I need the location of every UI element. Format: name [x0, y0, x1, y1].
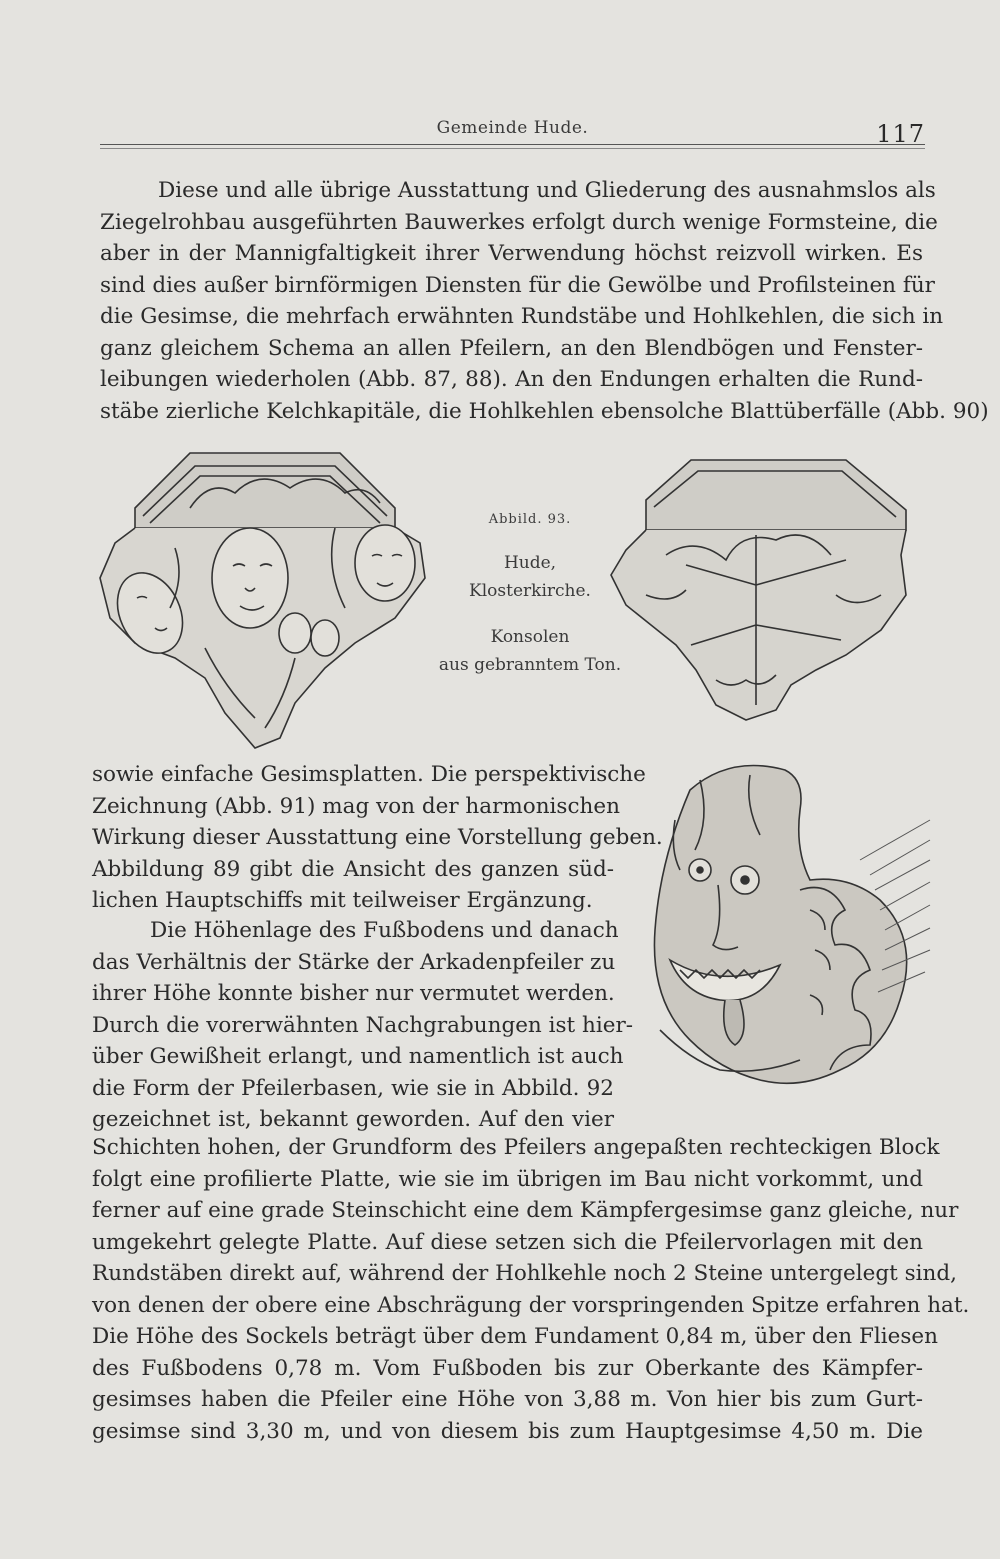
running-title: Gemeinde Hude. [436, 118, 589, 138]
paragraph-1 [100, 175, 989, 427]
text-line: Wirkung dieser Ausstattung eine Vorstellung geben. [92, 825, 663, 850]
console-leaf-illustration [606, 455, 916, 725]
text-line: gesimses haben die Pfeiler eine Höhe von 3,88 m. Von hier bis zum Gurt- [92, 1387, 923, 1412]
console-face-illustration [630, 760, 935, 1105]
header-rule-lower [100, 148, 925, 149]
text-line: ferner auf eine grade Steinschicht eine dem Kämpfergesimse ganz gleiche, nur [92, 1198, 959, 1223]
paragraph-2 [92, 759, 663, 917]
text-line: des Fußbodens 0,78 m. Vom Fußboden bis zur Oberkante des Kämpfer- [92, 1355, 923, 1381]
paragraph-3 [92, 915, 633, 1136]
header-rule [100, 144, 925, 145]
text-line: sind dies außer birnförmigen Diensten für die Gewölbe und Profilsteinen für [100, 272, 935, 298]
page-number: 117 [876, 120, 925, 148]
text-line: Die Höhe des Sockels beträgt über dem Fundament 0,84 m, über den Fliesen [92, 1324, 938, 1349]
figure-place: Hude, [503, 553, 557, 573]
text-line: ihrer Höhe konnte bisher nur vermutet werden. [92, 981, 615, 1006]
text-line: umgekehrt gelegte Platte. Auf diese setzen sich die Pfeilervorlagen mit den [92, 1229, 923, 1255]
text-line: stäbe zierliche Kelchkapitäle, die Hohlkehlen ebensolche Blattüberfälle (Abb. 90) [100, 398, 989, 424]
text-line: gezeichnet ist, bekannt geworden. Auf den vier [92, 1107, 614, 1132]
figure-building: Klosterkirche. [469, 581, 591, 601]
figure-caption [430, 512, 630, 679]
text-line: die Form der Pfeilerbasen, wie sie in Abbild. 92 [92, 1075, 614, 1101]
text-line: Ziegelrohbau ausgeführten Bauwerkes erfolgt durch wenige Formsteine, die [100, 209, 938, 235]
paragraph-4 [92, 1132, 970, 1447]
text-line: gesimse sind 3,30 m, und von diesem bis zum Hauptgesimse 4,50 m. Die [92, 1418, 923, 1444]
text-line: Rundstäben direkt auf, während der Hohlkehle noch 2 Steine untergelegt sind, [92, 1261, 957, 1286]
figure-material: aus gebranntem Ton. [438, 655, 622, 675]
text-line: folgt eine profilierte Platte, wie sie im übrigen im Bau nicht vorkommt, und [92, 1166, 923, 1192]
text-line: von denen der obere eine Abschrägung der vorspringenden Spitze erfahren hat. [92, 1292, 970, 1318]
figure-subject: Konsolen [490, 627, 570, 647]
text-line: leibungen wiederholen (Abb. 87, 88). An den Endungen erhalten die Rund- [100, 367, 923, 392]
text-line: Abbildung 89 gibt die Ansicht des ganzen süd- [92, 856, 614, 882]
figure-label: Abbild. 93. [488, 512, 572, 527]
text-line: sowie einfache Gesimsplatten. Die perspektivische [92, 762, 646, 787]
running-head [100, 112, 925, 152]
text-line: Zeichnung (Abb. 91) mag von der harmonischen [92, 793, 620, 819]
text-line: Die Höhenlage des Fußbodens und danach [150, 918, 619, 943]
text-line: Diese und alle übrige Ausstattung und Gliederung des ausnahmslos als [158, 178, 936, 203]
text-line: Schichten hohen, der Grundform des Pfeilers angepaßten rechteckigen Block [92, 1135, 940, 1160]
text-line: lichen Hauptschiffs mit teilweiser Ergänzung. [92, 888, 593, 913]
text-line: aber in der Mannigfaltigkeit ihrer Verwendung höchst reizvoll wirken. Es [100, 241, 923, 266]
console-heads-illustration [95, 448, 440, 753]
text-line: die Gesimse, die mehrfach erwähnten Rundstäbe und Hohlkehlen, die sich in [100, 304, 944, 329]
text-line: ganz gleichem Schema an allen Pfeilern, an den Blendbögen und Fenster- [100, 335, 923, 361]
text-line: das Verhältnis der Stärke der Arkadenpfeiler zu [92, 949, 616, 975]
text-line: Durch die vorerwähnten Nachgrabungen ist hier- [92, 1012, 633, 1038]
text-line: über Gewißheit erlangt, und namentlich ist auch [92, 1044, 624, 1069]
